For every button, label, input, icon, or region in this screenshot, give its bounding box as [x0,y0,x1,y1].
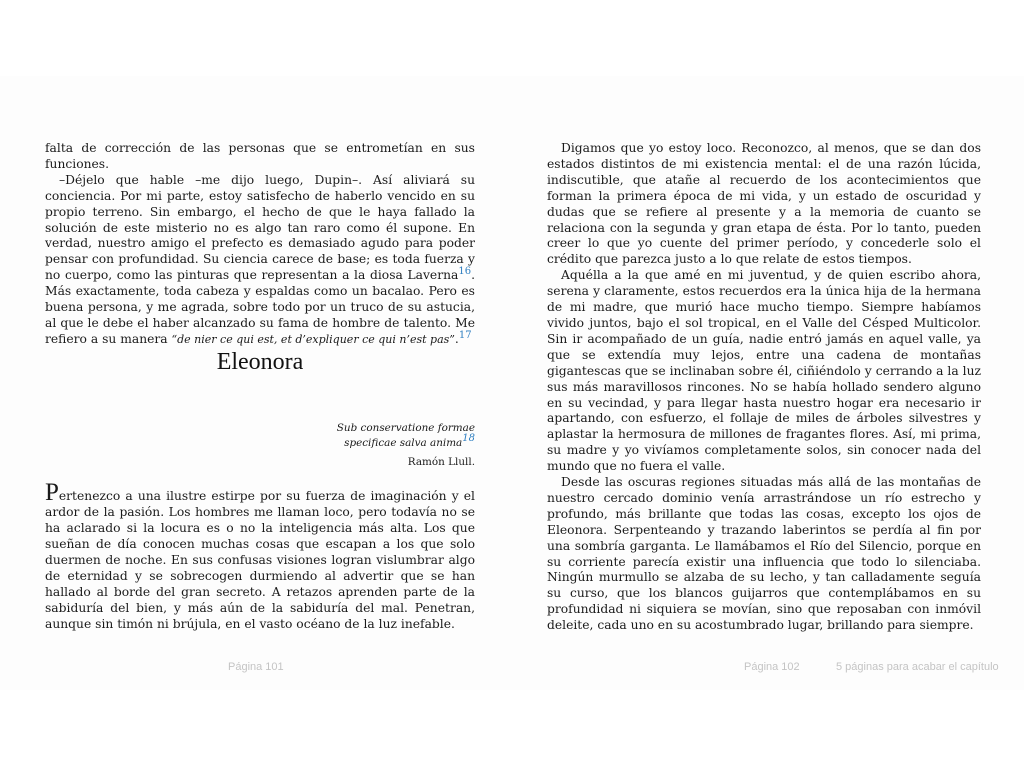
chapter-title: Eleonora [216,348,304,375]
paragraph: –Déjelo que hable –me dijo luego, Dupin–. Así aliviará su conciencia. Por mi parte, estoy satisfecho de haberlo vencido en su propio terreno. Sin embargo, el hecho de que le haya fallado la solución de este misterio no es algo tan raro como él supone. En verdad, nuestro amigo el prefecto es demasiado agudo para poder pensar con profundidad. Su ciencia carece de base; es toda fuerza y no cuerpo, como las pinturas que representan a la diosa Laverna$^{16}$. Más exactamente, toda cabeza y espaldas como un bacalao. Pero es buena persona, y me agrada, sobre todo por un truco de su astucia, al que le debe el haber alcanzado su fama de hombre de talento. Me refiero a su manera “de nier ce qui est, et d’expliquer ce qui n’est pas”.$^{17}$ [45,172,475,346]
drop-cap: P [45,479,59,507]
page-number-right: Página 102 [744,661,800,673]
footnote-link-16[interactable]: 16 [458,266,472,278]
french-quote: “de nier ce qui est, et d’expliquer ce qui n’est pas” [171,332,455,346]
pages-remaining-in-chapter: 5 páginas para acabar el capítulo [836,661,999,673]
page-number-left: Página 101 [228,661,284,673]
footnote-link-18[interactable]: 18 [462,433,475,445]
right-page [547,141,981,634]
paragraph: Digamos que yo estoy loco. Reconozco, al menos, que se dan dos estados distintos de mi existencia mental: el de una razón lúcida, indiscutible, que atañe al recuerdo de los acontecimientos que forman la primera época de mi vida, y un estado de oscuridad y dudas que se refiere al presente y a la memoria de cuanto se relaciona con la segunda y gran etapa de ésta. Por lo tanto, pueden creer lo que yo cuente del primer período, y concederle solo el crédito que parezca justo a lo que relate de estos tiempos. [547,141,981,267]
paragraph: Desde las oscuras regiones situadas más allá de las montañas de nuestro cercado dominio venía arrastrándose un río estrecho y profundo, más brillante que todas las cosas, excepto los ojos de Eleonora. Serpenteando y trazando laberintos se perdía al fin por una sombría garganta. Le llamábamos el Río del Silencio, porque en su corriente parecía existir una influencia que todo lo silenciaba. Ningún murmullo se alzaba de su lecho, y tan calladamente seguía su curso, que los blancos guijarros que contemplábamos en su profundidad ni siquiera se movían, sino que reposaban con inmóvil deleite, cada uno en su acostumbrado lugar, brillando para siempre. [547,475,981,633]
paragraph: Aquélla a la que amé en mi juventud, y de quien escribo ahora, serena y claramente, estos recuerdos era la única hija de la hermana de mi madre, que murió hace mucho tiempo. Siempre habíamos vivido juntos, bajo el sol tropical, en el Valle del Césped Multicolor. Sin ir acompañado de un guía, nadie entró jamás en aquel valle, ya que se extendía muy lejos, entre una cadena de montañas gigantescas que se inclinaban sobre él, ciñiéndolo y cerrando a la luz sus más maravillosos rincones. No se había hollado sendero alguno en su vecindad, y para llegar hasta nuestro hogar era necesario ir apartando, con esfuerzo, el follaje de miles de árboles silvestres y aplastar la hermosura de millones de fragantes flores. Así, mi prima, su madre y yo vivíamos completamente solos, sin conocer nada del mundo que no fuera el valle. [547,268,981,474]
epigraph [45,421,475,471]
book-spread [0,76,1024,690]
epigraph-line: Sub conservatione formae [336,421,475,434]
epigraph-author: Ramón Llull. [407,455,475,468]
left-page [45,141,475,632]
opening-paragraph: Pertenezco a una ilustre estirpe por su fuerza de imaginación y el ardor de la pasión. Los hombres me llaman loco, pero todavía no se ha aclarado si la locura es o no la inteligencia más alta. Los que sueñan de día conocen muchas cosas que escapan a los que solo duermen de noche. En sus confusas visiones logran vislumbrar algo de eternidad y se sobrecogen durmiendo al advertir que se han hallado al borde del gran secreto. A retazos aprenden parte de la sabiduría del bien, y más aún de la sabiduría del mal. Penetran, aunque sin timón ni brújula, en el vasto océano de la luz inefable. [45,479,475,631]
footnote-link-17[interactable]: 17 [458,329,472,341]
paragraph: falta de corrección de las personas que se entrometían en sus funciones. [45,141,475,171]
epigraph-line: specificae salva anima18 [344,433,475,450]
